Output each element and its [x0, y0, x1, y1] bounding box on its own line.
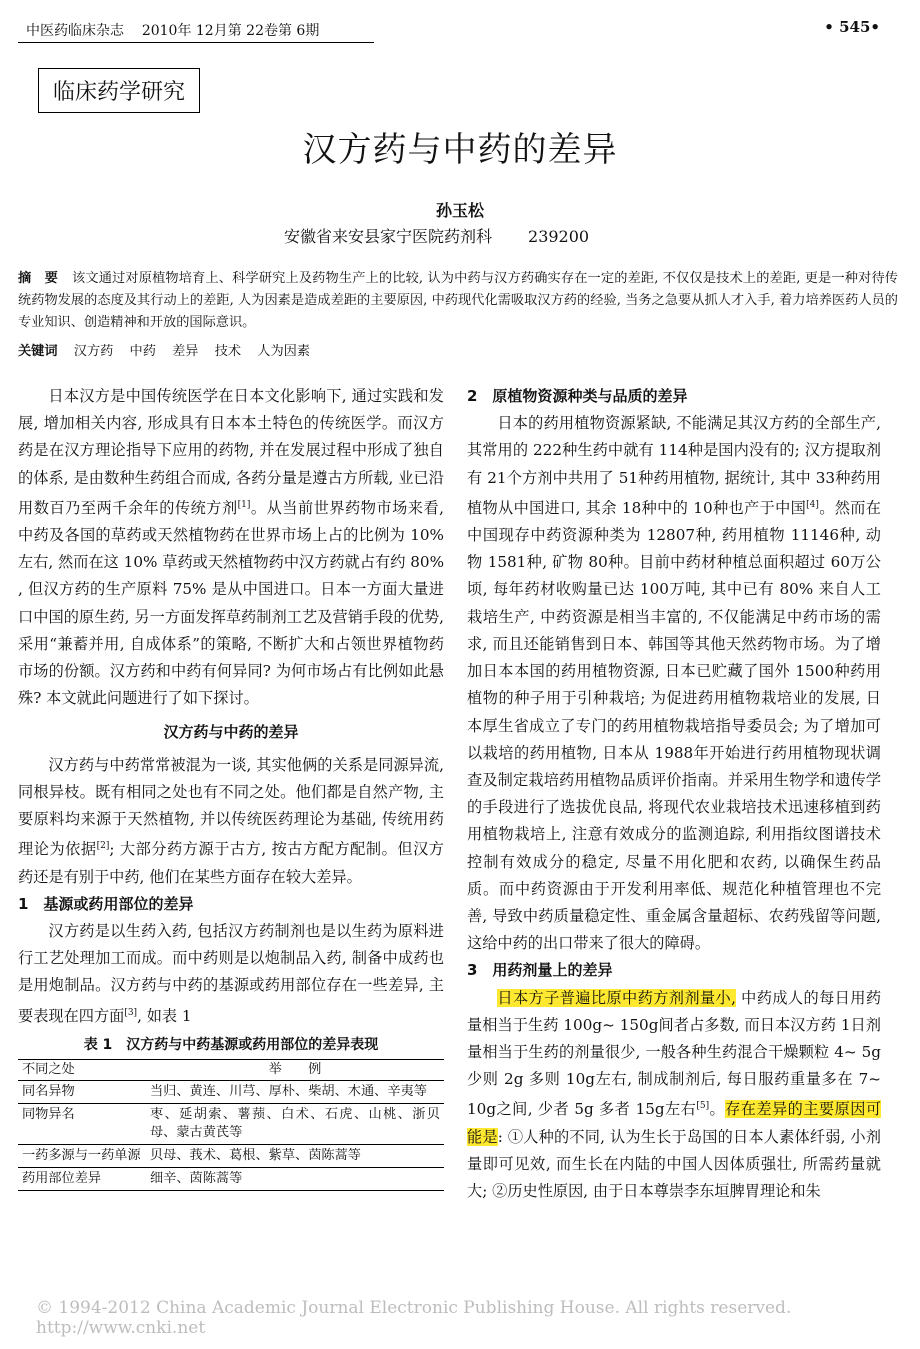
journal-issue: 2010年 12月第 22卷第 6期 — [141, 23, 320, 39]
para-text: 中药成人的每日用药量相当于生药 100g~ 150g间者占多数, 而日本汉方药 1日剂量相当于生药的剂量很少, 一般各种生药混合干燥颗粒 4~ 5g少则 2g 多则 10g左右, 制成制剂后, 每日服药重量多在 7~ 10g之间, 少者 5g 多者 15g左右 — [467, 988, 882, 1119]
affiliation-zip: 239200 — [528, 227, 590, 246]
para-text: 汉方药是以生药入药, 包括汉方药制剂也是以生药为原料进行工艺处理加工而成。而中药则是以炮制品入药, 制备中成药也是用炮制品。汉方药与中药的基源或药用部位存在一些差异, 主要表现在四方面 — [18, 921, 444, 1025]
keyword: 中药 — [129, 344, 156, 359]
table-cell: 同物异名 — [18, 1104, 146, 1145]
para-text-cont: ; 大部分药方源于古方, 按古方配方配制。但汉方药还是有别于中药, 他们在某些方面存在较大差异。 — [18, 840, 444, 886]
affiliation-org: 安徽省来安县家宁医院药剂科 — [284, 227, 493, 246]
para-sep: 。 — [709, 1100, 726, 1119]
highlight: 存在差异的主要原因可能是 — [467, 1100, 882, 1146]
keyword: 技术 — [214, 344, 242, 359]
intro-text-cont: 。从当前世界药物市场来看, 中药及各国的草药或天然植物药在世界市场上占的比例为 10% 左右, 然而在这 10% 草药或天然植物药中汉方药就占有约 80% , 但汉方药的生产原料 75% 是从中国进口。日本一方面大量进口中国的原生药, 另一方面发挥草药制剂工艺及营销手段的优势, 采用“兼蓄并用, 自成体系”的策略, 不断扩大和占领世界植物药市场的份额。汉方药和中药有何异同? 为何市场占有比例如此悬殊? 本文就此问题进行了如下探讨。 — [18, 498, 445, 708]
para-text-cont: , 如表 1 — [137, 1006, 192, 1025]
table-row — [18, 1168, 444, 1191]
para-text: 汉方药与中药常常被混为一谈, 其实他俩的关系是同源异流, 同根异枝。既有相同之处也有不同之处。他们都是自然产物, 主要原料均来源于天然植物, 并以传统医药理论为基础, 传统用药理论为依据 — [18, 755, 444, 859]
table-cell: 药用部位差异 — [18, 1168, 146, 1191]
intro-text: 日本汉方是中国传统医学在日本文化影响下, 通过实践和发展, 增加相关内容, 形成具有日本本土特色的传统医学。而汉方药是在汉方理论指导下应用的药物, 并在发展过程中形成了独自的体系, 是由数种生药组合而成, 各药分量是遵古方所载, 业已沿用数百乃至两千余年的传统方剂 — [18, 387, 444, 517]
copyright-watermark: © 1994-2012 China Academic Journal Electronic Publishing House. All rights reserved. http://www.cnki.net — [36, 1298, 792, 1338]
article-title: 汉方药与中药的差异 — [302, 130, 618, 170]
table-row — [18, 1145, 444, 1168]
affiliation — [284, 224, 625, 247]
paragraph — [467, 410, 881, 957]
para-text: 日本的药用植物资源紧缺, 不能满足其汉方药的全部生产, 其常用的 222种生药中就有 114种是国内没有的; 汉方提取剂有 21个方剂中共用了 51种药用植物, 据统计, 其中 33种药用植物从中国进口, 其余 18种中的 10种也产于中国 — [467, 414, 881, 517]
paragraph — [18, 918, 444, 1030]
paragraph — [467, 985, 881, 1206]
keywords-label: 关键词 — [18, 344, 58, 359]
table-cell: 同名异物 — [18, 1081, 146, 1104]
table-cell: 枣、延胡索、薯蓣、白术、石虎、山桃、浙贝母、蒙古黄芪等 — [146, 1104, 444, 1145]
table-cell: 细辛、茵陈蒿等 — [146, 1168, 444, 1191]
table-cell: 当归、黄连、川芎、厚朴、柴胡、木通、辛夷等 — [146, 1081, 444, 1104]
journal-name: 中医药临床杂志 — [26, 23, 124, 39]
subheading: 汉方药与中药的差异 — [163, 722, 299, 741]
table-cell: 贝母、莪术、葛根、紫草、茵陈蒿等 — [146, 1145, 444, 1168]
page-number: • 545• — [824, 18, 880, 36]
highlight: 日本方子普遍比原中药方剂剂量小, — [497, 988, 736, 1007]
table-row — [18, 1104, 444, 1145]
keywords — [18, 340, 322, 359]
table-row — [18, 1081, 444, 1104]
para-text-cont: : ①人种的不同, 认为生长于岛国的日本人素体纤弱, 小剂量即可见效, 而生长在内陆的中国人因体质强壮, 所需药量就大; ②历史性原因, 由于日本尊崇李东垣脾胃理论和朱 — [467, 1127, 881, 1201]
table-header-row — [18, 1060, 444, 1081]
table-header: 不同之处 — [18, 1060, 146, 1081]
abstract-text: 该文通过对原植物培育上、科学研究上及药物生产上的比较, 认为中药与汉方药确实存在一定的差距, 不仅仅是技术上的差距, 更是一种对待传统药物发展的态度及其行动上的差距, 人为因素是造成差距的主要原因, 中药现代化需吸取汉方药的经验, 当务之急要从抓人才入手, 着力培养医药人员的专业知识、创造精神和开放的国际意识。 — [18, 271, 898, 330]
keyword: 人为因素 — [257, 344, 311, 359]
left-column — [18, 383, 444, 1191]
author-name: 孙玉松 — [435, 201, 484, 220]
comparison-table — [18, 1059, 444, 1191]
paragraph — [18, 752, 444, 891]
table-header: 举 例 — [146, 1060, 444, 1081]
citation: [1] — [237, 499, 251, 510]
journal-header — [18, 20, 374, 43]
keyword: 差异 — [172, 344, 199, 359]
citation: [4] — [806, 499, 819, 510]
section-heading-3: 3 用药剂量上的差异 — [467, 961, 613, 980]
keyword: 汉方药 — [73, 344, 114, 359]
citation: [5] — [696, 1101, 710, 1112]
intro-paragraph — [18, 383, 444, 713]
section-heading-1: 1 基源或药用部位的差异 — [18, 894, 194, 913]
citation: [3] — [124, 1007, 138, 1018]
table-cell: 一药多源与一药单源 — [18, 1145, 146, 1168]
right-column — [467, 383, 881, 1205]
para-text-cont: 。然而在中国现存中药资源种类为 12807种, 药用植物 11146种, 动物 1581种, 矿物 80种。目前中药材种植总面积超过 60万公顷, 每年药材收购量已达 100万吨, 其中已有 80% 来自人工栽培生产, 中药资源是相当丰富的, 不仅能满足中药市场的需求, 而且还能销售到日本、韩国等其他天然药物市场。为了增加日本本国的药用植物资源, 日本已贮藏了国外 1500种药用植物的种子用于引种栽培; 为促进药用植物栽培业的发展, 日本厚生省成立了专门的药用植物栽培指导委员会; 为了增加可以栽培的药用植物, 日本从 1988年开始进行药用植物现状调查及制定栽培药用植物品质评价指南。并采用生物学和遗传学的手段进行了选拔优良品, 将现代农业栽培技术迅速移植到药用植物栽培上, 注意有效成分的监测追踪, 利用指纹图谱技术控制有效成分的稳定, 尽量不用化肥和农药, 以确保生药品质。而中药资源由于开发利用率低、规范化种植管理也不完善, 导致中药质量稳定性、重金属含量超标、农药残留等问题, 这给中药的出口带来了很大的障碍。 — [467, 498, 881, 953]
table-title: 表 1 汉方药与中药基源或药用部位的差异表现 — [83, 1036, 379, 1053]
section-heading-2: 2 原植物资源种类与品质的差异 — [467, 387, 688, 405]
abstract — [18, 268, 898, 334]
citation: [2] — [96, 841, 110, 852]
abstract-label: 摘 要 — [18, 271, 59, 286]
section-label: 临床药学研究 — [38, 68, 200, 113]
